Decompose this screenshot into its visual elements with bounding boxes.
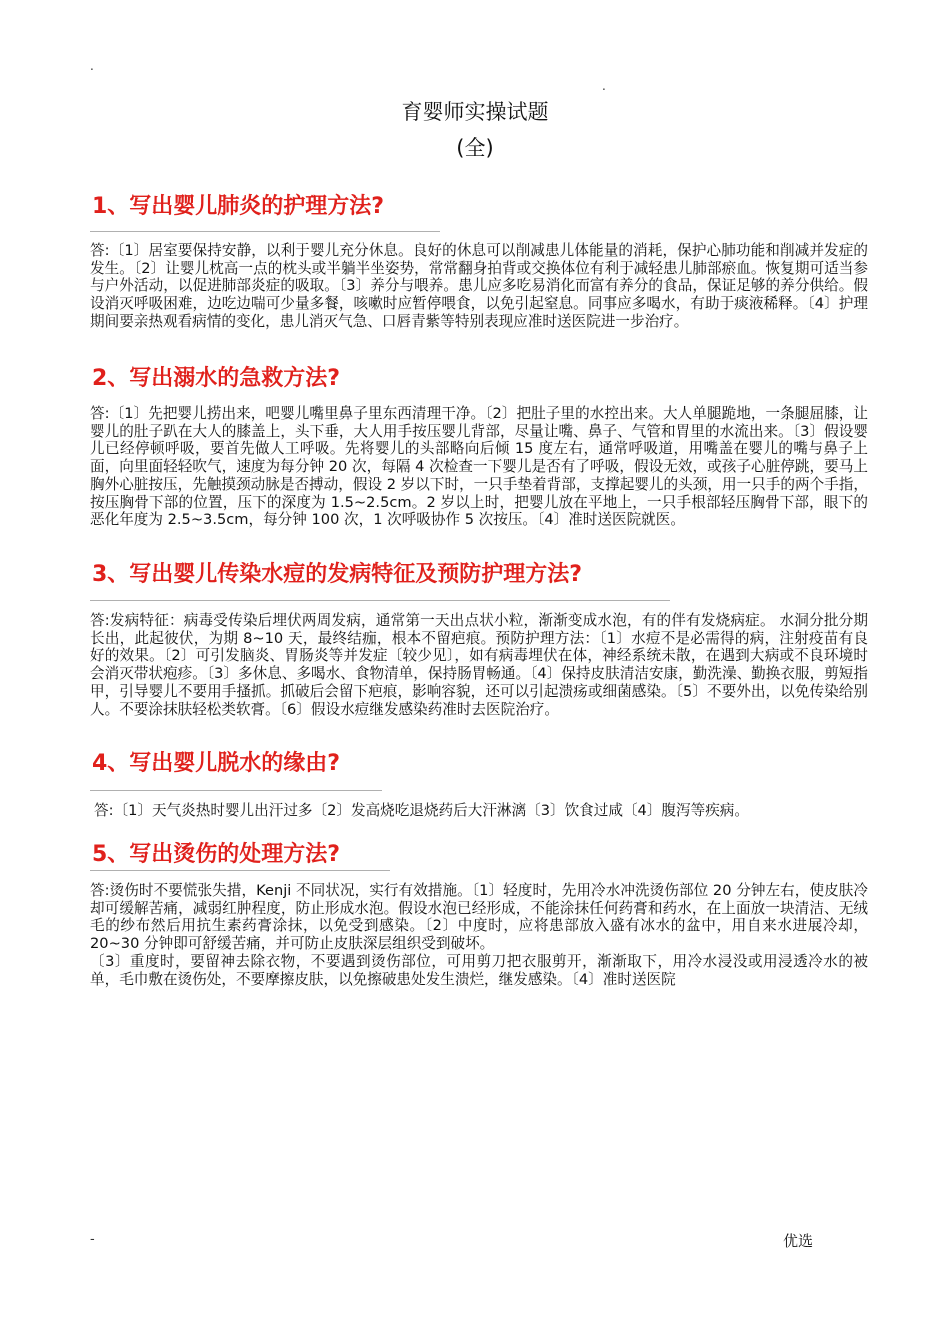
page-subtitle: (全) bbox=[456, 136, 494, 160]
question-4-answer: 答:〔1〕天气炎热时婴儿出汗过多〔2〕发高烧吃退烧药后大汗淋漓〔3〕饮食过咸〔4〕腹泻等疾病。 bbox=[94, 802, 749, 819]
question-5-heading: 5、写出烫伤的处理方法? bbox=[92, 842, 341, 867]
question-2-heading: 2、写出溺水的急救方法? bbox=[92, 366, 341, 391]
question-1-answer: 答:〔1〕居室要保持安静，以利于婴儿充分休息。良好的休息可以削减患儿体能量的消耗，保护心肺功能和削减并发症的发生。〔2〕让婴儿枕高一点的枕头或半躺半坐姿势，常常翻身拍背或交换体位有利于减轻患儿肺部瘀血。恢复期可适当参与户外活动，以促进肺部炎症的吸取。〔3〕养分与喂养。患儿应多吃易消化而富有养分的食品，保证足够的养分供给。假设消灭呼吸困难，边吃边喘可少量多餐，咳嗽时应暂停喂食，以免引起窒息。同事应多喝水，有助于痰液稀释。〔4〕护理期间要亲热观看病情的变化，患儿消灭气急、口唇青紫等特别表现应准时送医院进一步治疗。 bbox=[90, 242, 868, 330]
question-5-answer bbox=[90, 882, 868, 988]
page-title: 育婴师实操试题 bbox=[401, 100, 549, 124]
question-4-divider bbox=[90, 790, 382, 791]
question-5-divider bbox=[90, 870, 390, 871]
question-3-heading: 3、写出婴儿传染水痘的发病特征及预防护理方法? bbox=[92, 562, 583, 587]
footer-right-label: 优选 bbox=[783, 1232, 814, 1250]
question-3-answer: 答:发病特征：病毒受传染后埋伏两周发病，通常第一天出点状小粒，渐渐变成水泡，有的伴有发烧病症。 水洞分批分期长出，此起彼伏，为期 8~10 天，最终结痂，根本不留疤痕。预防护理方法：〔1〕水痘不是必需得的病，注射疫苗有良好的效果。〔2〕可引发脑炎、胃肠炎等并发症〔较少见〕，如有病毒埋伏在体，神经系统未散，在遇到大病或不良环境时会消灭带状疱疹。〔3〕多休息、多喝水、食物清单，保持肠胃畅通。〔4〕保持皮肤清洁安康，勤洗澡、勤换衣服，剪短指甲，引导婴儿不要用手搔抓。抓破后会留下疤痕，影响容貌，还可以引起溃疡或细菌感染。〔5〕不要外出，以免传染给别人。不要涂抹肤轻松类软膏。〔6〕假设水痘继发感染药准时去医院治疗。 bbox=[90, 612, 868, 718]
question-3-divider bbox=[90, 600, 670, 601]
question-5-answer-part-2: 〔3〕重度时，要留神去除衣物，不要遇到烫伤部位，可用剪刀把衣服剪开，渐渐取下，用冷水浸没或用浸透冷水的被单，毛巾敷在烫伤处，不要摩擦皮肤，以免擦破患处发生溃烂，继发感染。〔4〕准时送医院 bbox=[90, 952, 868, 988]
question-4-heading: 4、写出婴儿脱水的缘由? bbox=[92, 751, 341, 776]
question-2-answer: 答:〔1〕先把婴儿捞出来，吧婴儿嘴里鼻子里东西清理干净。〔2〕把肚子里的水控出来。大人单腿跪地，一条腿屈膝，让婴儿的肚子趴在大人的膝盖上，头下垂，大人用手按压婴儿背部，尽量让嘴、鼻子、气管和胃里的水流出来。〔3〕假设婴儿已经停顿呼吸，要首先做人工呼吸。先将婴儿的头部略向后倾 15 度左右，通常呼吸道，用嘴盖在婴儿的嘴与鼻子上面，向里面轻轻吹气，速度为每分钟 20 次，每隔 4 次检查一下婴儿是否有了呼吸，假设无效，或孩子心脏停跳，要马上胸外心脏按压，先触摸颈动脉是否搏动，假设 2 岁以下时，一只手垫着背部，支撑起婴儿的头颈，用一只手的两个手指，按压胸骨下部的位置，压下的深度为 1.5~2.5cm。2 岁以上时，把婴儿放在平地上，一只手根部轻压胸骨下部，眼下的恶化年度为 2.5~3.5cm，每分钟 100 次，1 次呼吸协作 5 次按压。〔4〕准时送医院就医。 bbox=[90, 405, 868, 529]
question-5-answer-part-1: 答:烫伤时不要慌张失措，Kenji 不同状况，实行有效措施。〔1〕轻度时，先用冷水冲洗烫伤部位 20 分钟左右，使皮肤冷却可缓解苦痛，减弱红肿程度，防止形成水泡。假设水泡已经形成，不能涂抹任何药膏和药水，在上面放一块清洁、无绒毛的纱布然后用抗生素药膏涂抹，以免受到感染。〔2〕中度时，应将患部放入盛有冰水的盆中，用自来水进展冷却，20~30 分钟即可舒缓苦痛，并可防止皮肤深层组织受到破坏。 bbox=[90, 882, 868, 953]
header-dot-right: . bbox=[602, 79, 606, 93]
header-dot-left: . bbox=[90, 59, 94, 73]
footer-left-mark: - bbox=[90, 1232, 95, 1247]
question-1-heading: 1、写出婴儿肺炎的护理方法? bbox=[92, 194, 385, 219]
question-1-divider bbox=[90, 231, 440, 232]
